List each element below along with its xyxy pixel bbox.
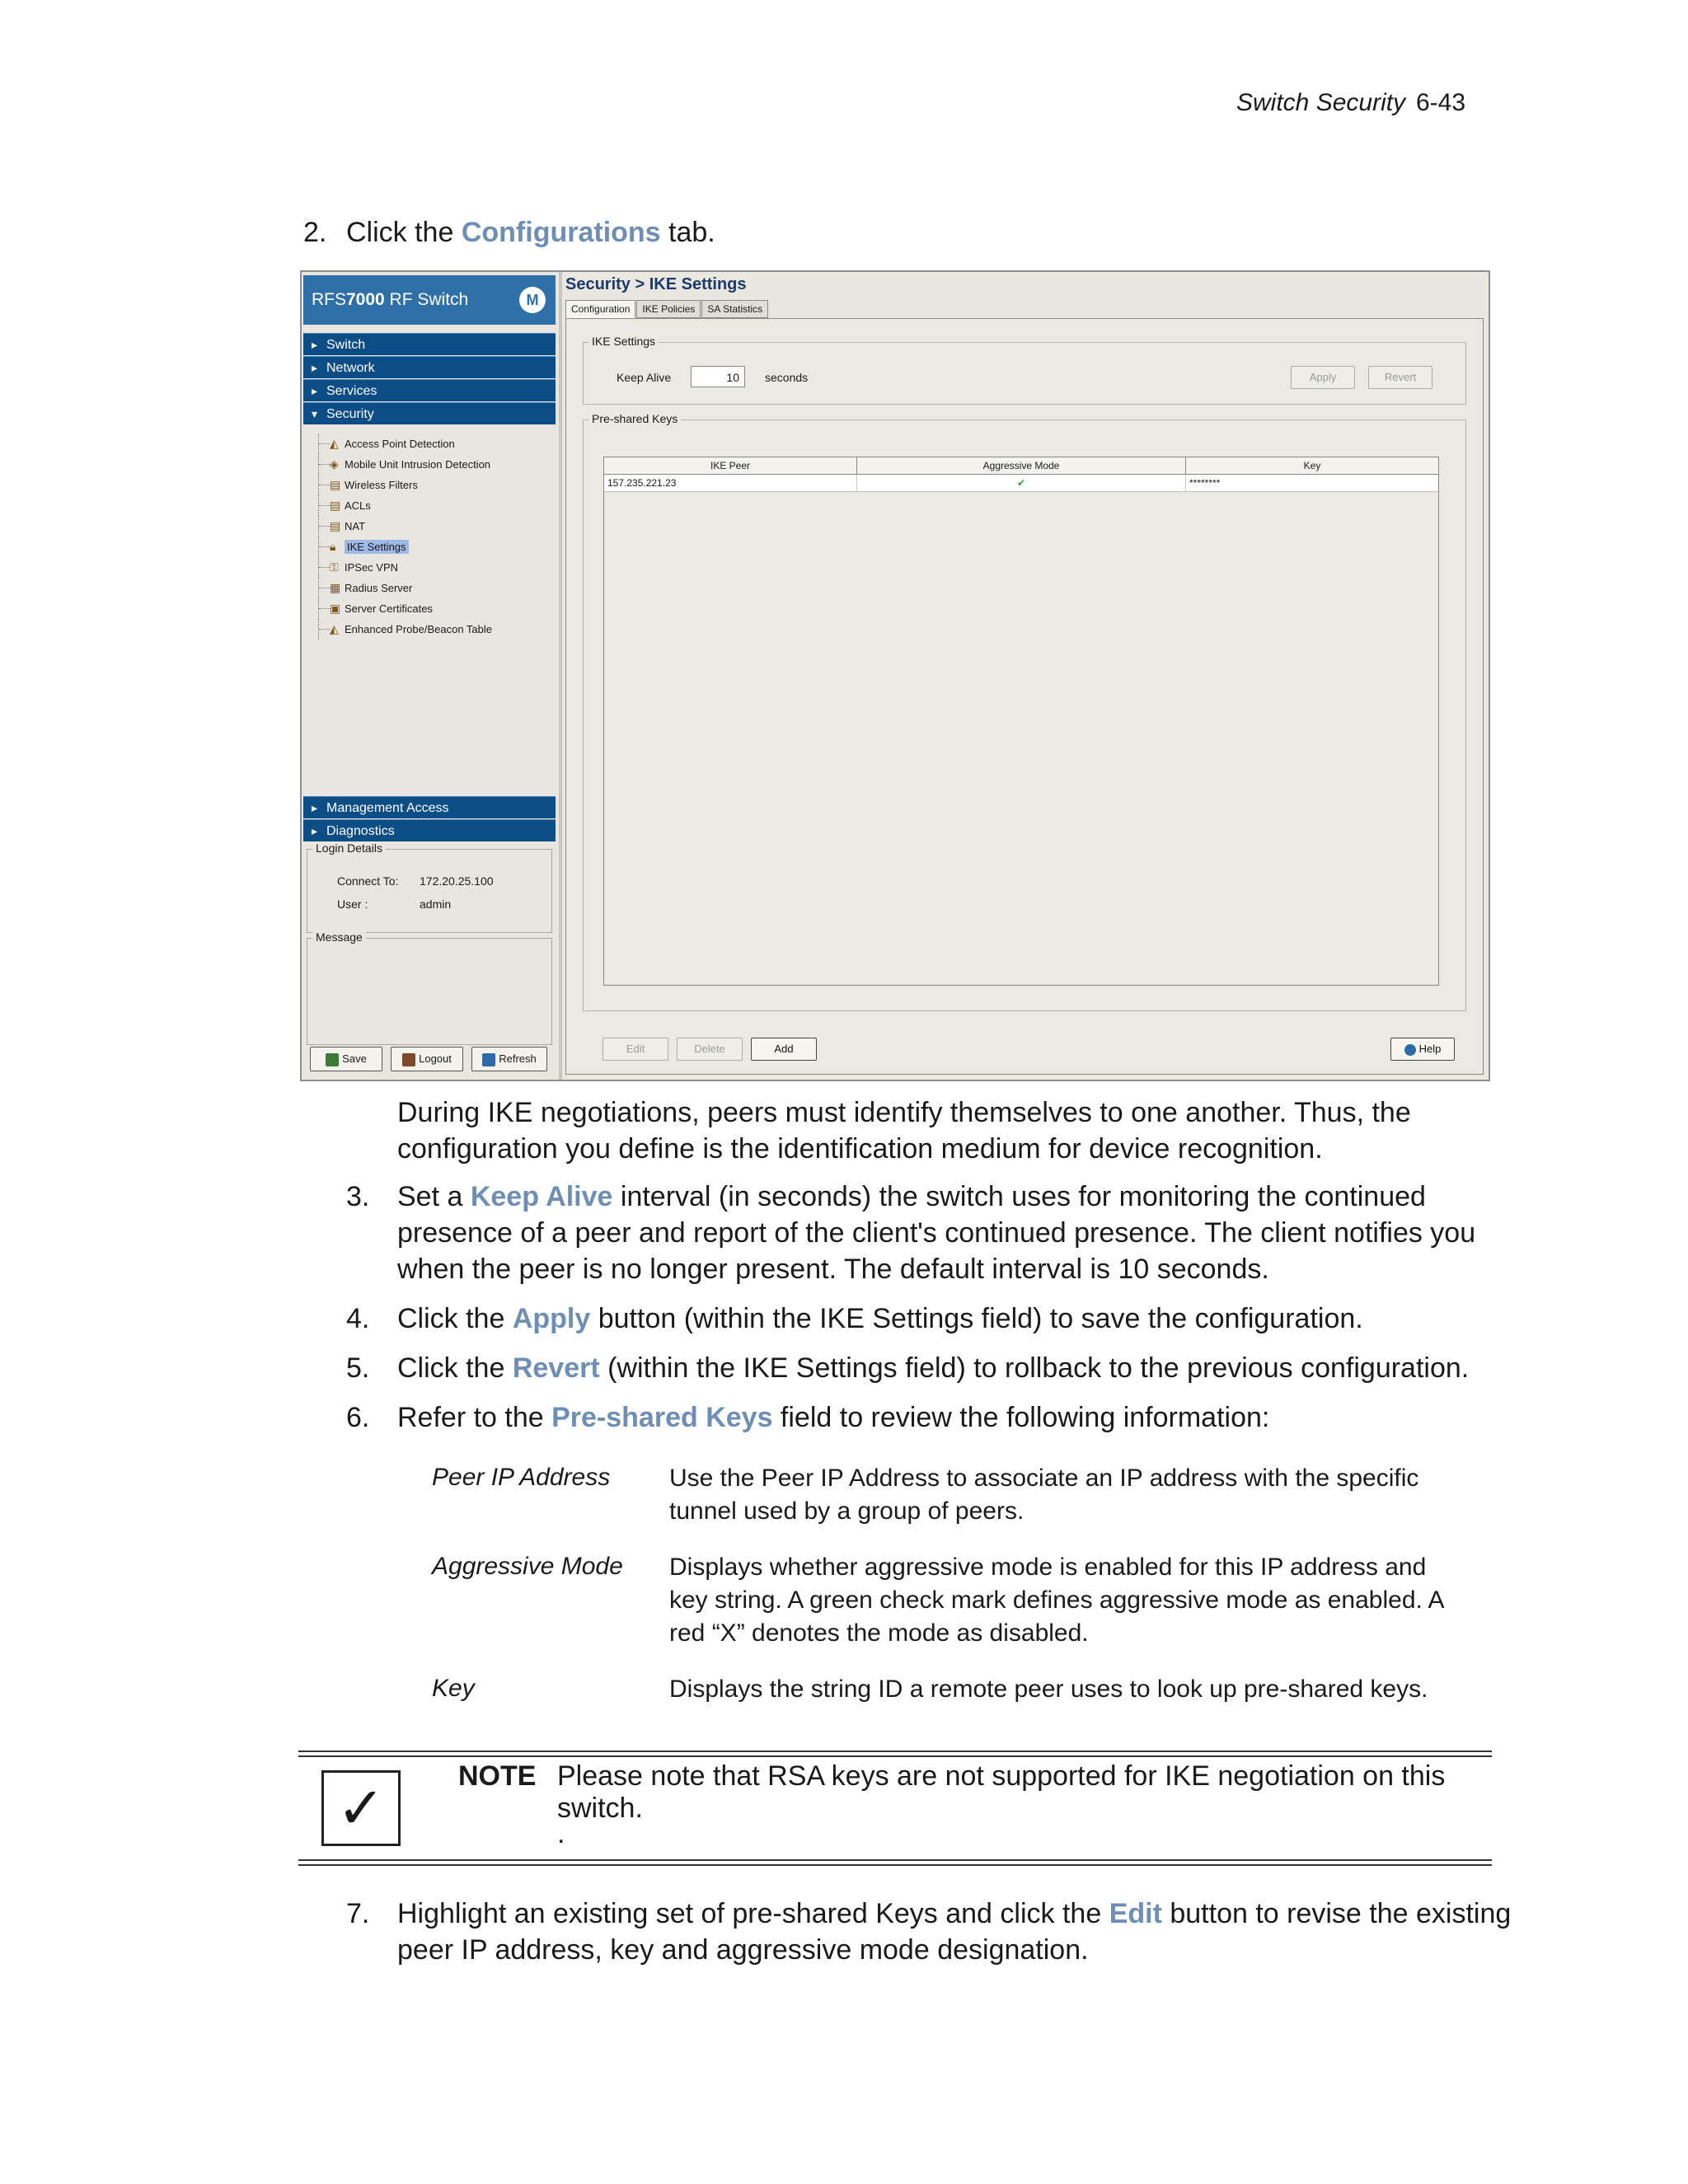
tree-item-wireless-filters[interactable]: ▤ Wireless Filters xyxy=(312,475,551,495)
nav-diagnostics[interactable]: ▸ Diagnostics xyxy=(303,819,556,841)
filter-icon: ▤ xyxy=(330,478,341,491)
step-number: 6. xyxy=(346,1402,370,1433)
help-icon xyxy=(1404,1044,1416,1056)
step-text: Click the xyxy=(346,217,462,248)
save-button[interactable]: Save xyxy=(310,1047,382,1071)
user-value: admin xyxy=(420,898,452,911)
tree-item-ike-settings[interactable]: 🔒︎ IKE Settings xyxy=(312,537,551,557)
logout-button[interactable]: Logout xyxy=(391,1047,463,1071)
tree-item-nat[interactable]: ▤ NAT xyxy=(312,516,551,537)
tree-item-radius-server[interactable]: ▦ Radius Server xyxy=(312,578,551,598)
pre-shared-keys-table xyxy=(603,457,1439,986)
note-label: NOTE xyxy=(458,1760,537,1792)
nav-management-access[interactable]: ▸ Management Access xyxy=(303,796,556,818)
ike-settings-title: IKE Settings xyxy=(588,335,659,348)
column-header-aggressive-mode[interactable]: Aggressive Mode xyxy=(857,457,1186,474)
user-row xyxy=(337,898,452,911)
pre-shared-keys-title: Pre-shared Keys xyxy=(588,412,681,425)
refresh-button[interactable]: Refresh xyxy=(471,1047,547,1071)
brand-suffix: RF Switch xyxy=(384,290,469,309)
login-details-box xyxy=(307,841,552,933)
configuration-panel xyxy=(565,318,1484,1075)
ike-settings-screenshot xyxy=(300,270,1490,1081)
nav-services[interactable]: ▸ Services xyxy=(303,379,556,401)
note-text: Please note that RSA keys are not supported for IKE negotiation on this switch. xyxy=(557,1760,1446,1824)
step-6: 6. Refer to the Pre-shared Keys field to review the following information: xyxy=(397,1399,1535,1436)
keyword: Apply xyxy=(512,1303,591,1334)
keep-alive-unit: seconds xyxy=(765,371,809,384)
nav-security[interactable]: ▾ Security xyxy=(303,402,556,424)
probe-icon: ◭ xyxy=(330,622,339,635)
term-key: Key xyxy=(432,1675,475,1702)
login-details-title: Login Details xyxy=(312,841,386,855)
note-rule-top-2 xyxy=(298,1755,1492,1757)
nat-icon: ▤ xyxy=(330,519,341,532)
table-header xyxy=(604,457,1438,475)
message-title: Message xyxy=(312,930,366,944)
tab-sa-statistics[interactable]: SA Statistics xyxy=(701,300,768,318)
def-peer-ip-address: Use the Peer IP Address to associate an IP address with the specific tunnel used by a group of peers. xyxy=(669,1465,1419,1525)
step-text: tab. xyxy=(660,217,715,248)
checkmark-icon: ✓ xyxy=(321,1770,401,1846)
brand-prefix: RFS xyxy=(312,290,346,309)
cell-key: ******** xyxy=(1189,477,1221,489)
keyword: Pre-shared Keys xyxy=(551,1402,773,1433)
step-number: 3. xyxy=(346,1181,370,1212)
keep-alive-label: Keep Alive xyxy=(617,371,672,384)
cell-ike-peer: 157.235.221.23 xyxy=(604,475,857,491)
ike-settings-fieldset xyxy=(583,335,1466,405)
connect-value: 172.20.25.100 xyxy=(420,874,494,888)
keep-alive-input[interactable]: 10 xyxy=(691,366,745,387)
note-trailing-dot: . xyxy=(557,1818,565,1849)
keyword: Edit xyxy=(1109,1898,1162,1929)
note-rule-top xyxy=(298,1750,1492,1752)
nav-switch[interactable]: ▸ Switch xyxy=(303,333,556,355)
user-label: User : xyxy=(337,898,368,911)
main-panel xyxy=(562,272,1489,1080)
column-header-key[interactable]: Key xyxy=(1303,460,1321,471)
intro-paragraph: During IKE negotiations, peers must identify themselves to one another. Thus, the configuration you define is the identification medium for device recognition. xyxy=(397,1097,1411,1165)
logout-icon xyxy=(402,1053,415,1066)
intrusion-icon: ◈ xyxy=(330,457,339,471)
sidebar xyxy=(302,272,562,1080)
server-icon: ▦ xyxy=(330,581,341,594)
message-box xyxy=(307,930,552,1045)
revert-button[interactable]: Revert xyxy=(1368,366,1432,389)
add-button[interactable]: Add xyxy=(751,1038,817,1061)
brand-model: 7000 xyxy=(346,290,385,309)
apply-button[interactable]: Apply xyxy=(1291,366,1355,389)
check-icon: ✔ xyxy=(857,475,1186,491)
edit-button[interactable]: Edit xyxy=(603,1038,668,1061)
certificate-icon: ▣ xyxy=(330,602,341,615)
keyword: Configurations xyxy=(461,217,661,248)
tree-item-server-certificates[interactable]: ▣ Server Certificates xyxy=(312,598,551,619)
delete-button[interactable]: Delete xyxy=(677,1038,743,1061)
step-2 xyxy=(303,214,1484,251)
tree-item-acls[interactable]: ▤ ACLs xyxy=(312,495,551,516)
section-title: Switch Security xyxy=(1236,89,1406,116)
pre-shared-keys-fieldset xyxy=(583,412,1466,1011)
step-4: 4. Click the Apply button (within the IKE Settings field) to save the configuration. xyxy=(397,1301,1535,1337)
acl-icon: ▤ xyxy=(330,499,341,512)
connect-label: Connect To: xyxy=(337,874,399,888)
tree-item-mu-intrusion-detection[interactable]: ◈ Mobile Unit Intrusion Detection xyxy=(312,454,551,475)
refresh-icon xyxy=(482,1053,495,1066)
step-5: 5. Click the Revert (within the IKE Settings field) to rollback to the previous configuration. xyxy=(397,1350,1535,1386)
note-rule-bottom xyxy=(298,1859,1492,1861)
step-3: 3. Set a Keep Alive interval (in seconds) the switch uses for monitoring the continued presence of a peer and report of the client's continued presence. The client notifies you when the peer is no longer present. The default interval is 10 seconds. xyxy=(397,1179,1535,1287)
lock-icon: 🔒︎ xyxy=(330,540,336,553)
connect-row xyxy=(337,874,494,888)
tree-item-access-point-detection[interactable]: ◭ Access Point Detection xyxy=(312,434,551,454)
step-7: 7. Highlight an existing set of pre-shared Keys and click the Edit button to revise the existing peer IP address, key and aggressive mode designation. xyxy=(397,1896,1535,1968)
help-button[interactable]: Help xyxy=(1390,1038,1455,1061)
tab-bar xyxy=(565,300,769,318)
save-icon xyxy=(326,1053,339,1066)
term-aggressive-mode: Aggressive Mode xyxy=(432,1553,623,1580)
vpn-icon: ⚿ xyxy=(330,560,339,574)
step-number: 5. xyxy=(346,1352,370,1384)
tab-configuration[interactable]: Configuration xyxy=(565,300,635,318)
step-number: 2. xyxy=(303,217,327,248)
motorola-logo-icon: M xyxy=(519,287,546,313)
table-row[interactable] xyxy=(604,475,1438,492)
tab-ike-policies[interactable]: IKE Policies xyxy=(636,300,701,318)
def-aggressive-mode: Displays whether aggressive mode is enabled for this IP address and key string. A green check mark defines aggressive mode as enabled. A red “X” denotes the mode as disabled. xyxy=(669,1554,1443,1647)
security-tree xyxy=(312,434,551,640)
term-peer-ip-address: Peer IP Address xyxy=(432,1464,611,1491)
brand-bar xyxy=(303,275,556,325)
page-number: 6-43 xyxy=(1416,89,1466,116)
keyword: Revert xyxy=(512,1352,600,1384)
column-header-ike-peer[interactable]: IKE Peer xyxy=(604,457,857,474)
radar-icon: ◭ xyxy=(330,437,339,450)
def-key: Displays the string ID a remote peer uses to look up pre-shared keys. xyxy=(669,1675,1428,1703)
tree-item-ipsec-vpn[interactable]: ⚿ IPSec VPN xyxy=(312,557,551,578)
tree-item-enhanced-probe[interactable]: ◭ Enhanced Probe/Beacon Table xyxy=(312,619,551,640)
breadcrumb: Security > IKE Settings xyxy=(565,275,747,293)
note-rule-bottom-2 xyxy=(298,1864,1492,1866)
step-number: 4. xyxy=(346,1303,370,1334)
step-number: 7. xyxy=(346,1898,370,1929)
keyword: Keep Alive xyxy=(470,1181,613,1212)
nav-network[interactable]: ▸ Network xyxy=(303,356,556,378)
